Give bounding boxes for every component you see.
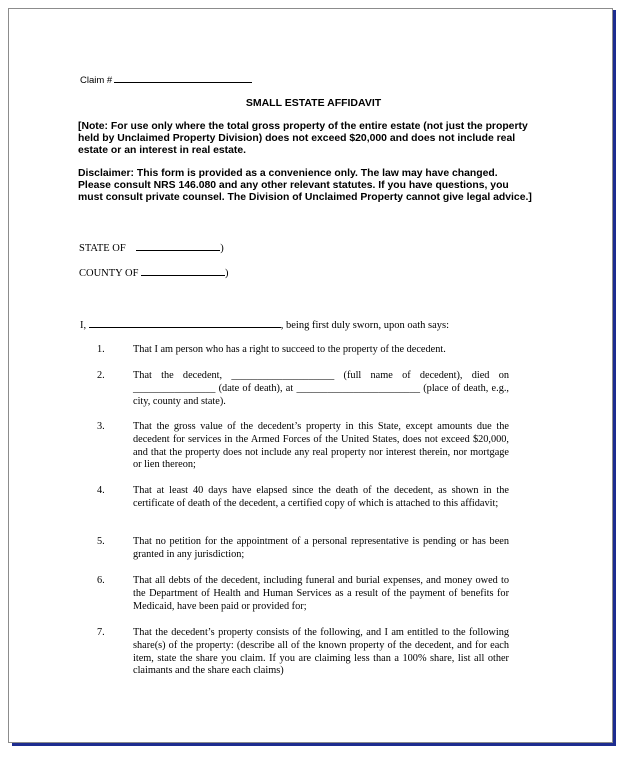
list-item: That the decedent, ____________________ (full name of decedent), died on ________________ (date of death), at ________________________ (place of death, e.g., city, county and state). xyxy=(133,370,509,407)
list-item: That the decedent’s property consists of the following, and I am entitled to the following share(s) of the property: (describe all of the known property of the decedent, and for each item, state the share you claim. If you are claiming less than a 100% share, list all other claimants and the share each claims) xyxy=(133,627,509,677)
intro-prefix: I, xyxy=(80,320,87,331)
list-item: That all debts of the decedent, including funeral and burial expenses, and money owed to the Department of Health and Human Services as a result of the payment of benefits for Medicaid, have been paid or provided for; xyxy=(133,575,509,612)
claim-number-blank[interactable] xyxy=(114,73,252,83)
county-blank[interactable] xyxy=(141,265,225,276)
item-number: 5. xyxy=(97,536,105,547)
list-item: That the gross value of the decedent’s property in this State, except amounts due the decedent for services in the Armed Forces of the United States, does not exceed $20,000, and that the property does not include any real property nor interest therein, nor mortgage or lien thereon; xyxy=(133,421,509,471)
item-number: 6. xyxy=(97,575,105,586)
disclaimer-paragraph: Disclaimer: This form is provided as a convenience only. The law may have changed. Please consult NRS 146.080 and any other relevant statutes. If you have questions, you must consult private counsel. The Division of Unclaimed Property cannot give legal advice.] xyxy=(78,168,532,204)
list-item: That no petition for the appointment of a personal representative is pending or has been granted in any jurisdiction; xyxy=(133,536,509,560)
state-label: STATE OF xyxy=(79,243,126,254)
state-blank[interactable] xyxy=(136,240,220,251)
intro-suffix: , being first duly sworn, upon oath says: xyxy=(280,320,450,331)
list-item: That I am person who has a right to succeed to the property of the decedent. xyxy=(133,344,446,355)
affiant-statement xyxy=(80,317,449,331)
claim-number-field xyxy=(80,73,252,86)
county-of-field: COUNTY OF ) xyxy=(79,265,229,279)
item-number: 3. xyxy=(97,421,105,432)
note-paragraph: [Note: For use only where the total gross property of the entire estate (not just the property held by Unclaimed Property Division) does not exceed $20,000 and does not include real estate or an interest in real estate. xyxy=(78,121,528,157)
item-number: 4. xyxy=(97,485,105,496)
page-title: SMALL ESTATE AFFIDAVIT xyxy=(245,97,382,109)
item-number: 7. xyxy=(97,627,105,638)
claim-label: Claim # xyxy=(80,75,113,86)
list-item: That at least 40 days have elapsed since the death of the decedent, as shown in the certificate of death of the decedent, a certified copy of which is attached to this affidavit; xyxy=(133,485,509,509)
affiant-name-blank[interactable] xyxy=(89,317,281,328)
item-number: 2. xyxy=(97,370,105,381)
state-of-field: STATE OF ) xyxy=(79,240,224,254)
county-label: COUNTY OF xyxy=(79,268,139,279)
item-number: 1. xyxy=(97,344,105,355)
